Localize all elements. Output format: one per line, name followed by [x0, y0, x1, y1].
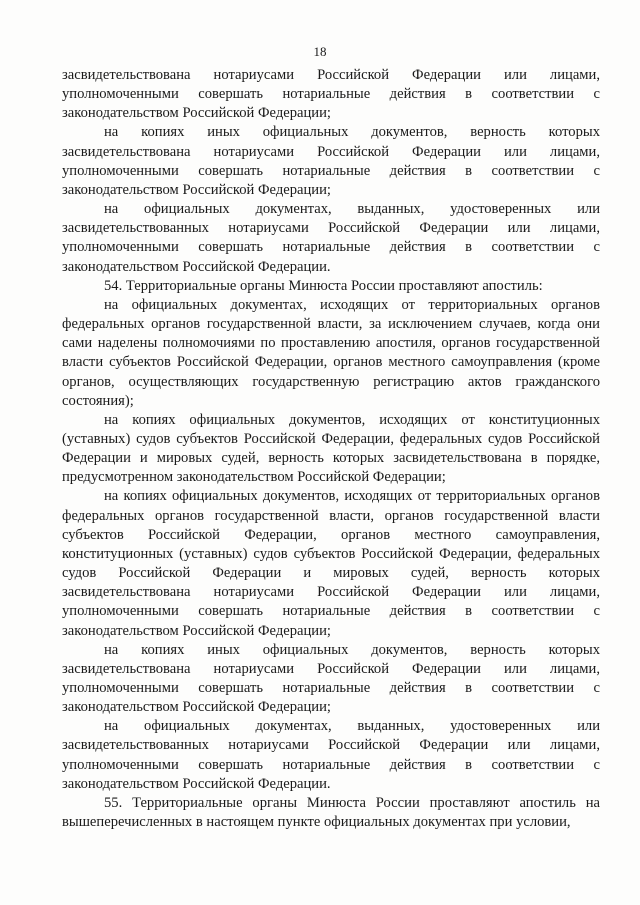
section-heading-55: 55. Территориальные органы Минюста России проставляют апостиль на вышеперечисленных в настоящем пункте официальных документах при условии,	[62, 794, 600, 831]
page-number: 18	[313, 44, 327, 59]
paragraph: на копиях иных официальных документов, верность которых засвидетельствована нотариусами Российской Федерации или лицами, уполномоченными совершать нотариальные действия в соответствии с законодательством Российской Федерации;	[62, 641, 600, 716]
paragraph: на официальных документах, выданных, удостоверенных или засвидетельствованных нотариусами Российской Федерации или лицами, уполномоченными совершать нотариальные действия в соответствии с законодательством Российской Федерации.	[62, 718, 600, 792]
paragraph: на официальных документах, выданных, удостоверенных или засвидетельствованных нотариусами Российской Федерации или лицами, уполномоченными совершать нотариальные действия в соответствии с законодательством Российской Федерации.	[62, 201, 600, 275]
document-body	[62, 66, 600, 832]
paragraph: засвидетельствована нотариусами Российской Федерации или лицами, уполномоченными совершать нотариальные действия в соответствии с законодательством Российской Федерации;	[62, 67, 600, 122]
section-heading-54: 54. Территориальные органы Минюста России проставляют апостиль:	[104, 277, 543, 294]
paragraph: на копиях официальных документов, исходящих от территориальных органов федеральных органов государственной власти, органов государственной власти субъектов Российской Федерации, органов местного самоуправления, конституционных (уставных) судов субъектов Российской Федерации, федеральных судов Российской Федерации и мировых судей, верность которых засвидетельствована нотариусами Российской Федерации или лицами, уполномоченными совершать нотариальные действия в соответствии с законодательством Российской Федерации;	[62, 488, 600, 639]
paragraph: на копиях официальных документов, исходящих от конституционных (уставных) судов субъектов Российской Федерации, федеральных судов Российской Федерации и мировых судей, верность которых засвидетельствована в порядке, предусмотренном законодательством Российской Федерации;	[62, 411, 600, 486]
paragraph: на официальных документах, исходящих от территориальных органов федеральных органов государственной власти, за исключением случаев, когда они сами наделены полномочиями по проставлению апостиля, органов государственной власти субъектов Российской Федерации, органов местного самоуправления (кроме органов, осуществляющих государственную регистрацию актов гражданского состояния);	[62, 296, 600, 409]
paragraph: на копиях иных официальных документов, верность которых засвидетельствована нотариусами Российской Федерации или лицами, уполномоченными совершать нотариальные действия в соответствии с законодательством Российской Федерации;	[62, 124, 600, 198]
